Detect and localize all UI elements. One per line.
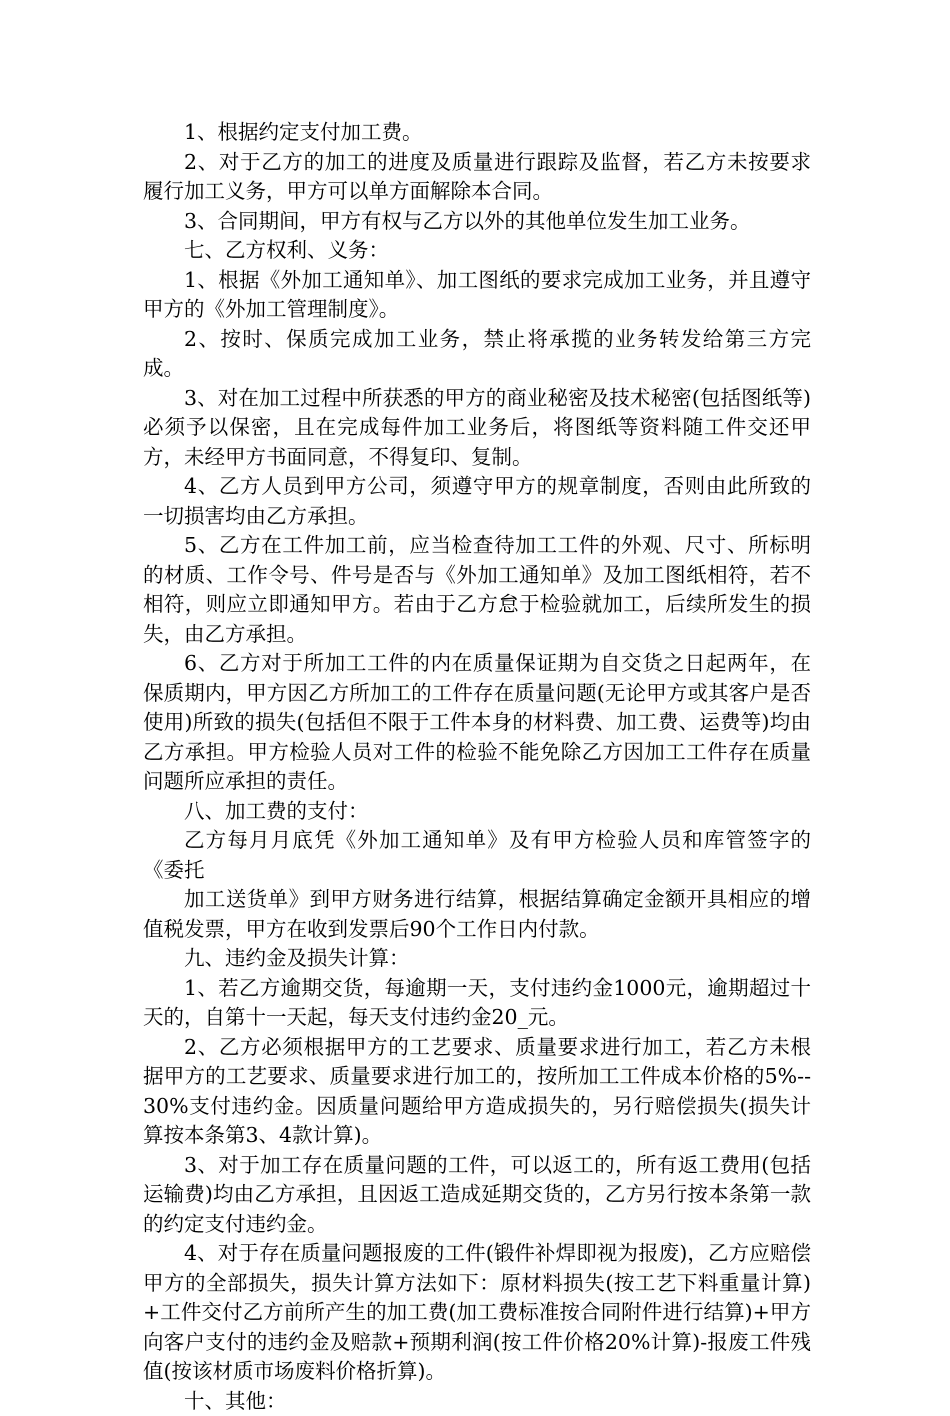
paragraph-17: 3、对于加工存在质量问题的工件，可以返工的，所有返工费用(包括运输费)均由乙方承担，且因返工造成延期交货的，乙方另行按本条第一款的约定支付违约金。	[143, 1151, 811, 1240]
section-heading-7: 七、乙方权利、义务：	[143, 236, 811, 266]
paragraph-1: 1、根据约定支付加工费。	[143, 118, 811, 148]
section-heading-8: 八、加工费的支付：	[143, 797, 811, 827]
paragraph-5: 1、根据《外加工通知单》、加工图纸的要求完成加工业务，并且遵守甲方的《外加工管理制度》。	[143, 266, 811, 325]
paragraph-13: 加工送货单》到甲方财务进行结算，根据结算确定金额开具相应的增值税发票，甲方在收到发票后90个工作日内付款。	[143, 885, 811, 944]
paragraph-6: 2、按时、保质完成加工业务，禁止将承揽的业务转发给第三方完成。	[143, 325, 811, 384]
document-body	[143, 118, 811, 1416]
section-heading-9: 九、违约金及损失计算：	[143, 944, 811, 974]
paragraph-7: 3、对在加工过程中所获悉的甲方的商业秘密及技术秘密(包括图纸等)必须予以保密，且在完成每件加工业务后，将图纸等资料随工件交还甲方，未经甲方书面同意，不得复印、复制。	[143, 384, 811, 473]
paragraph-16: 2、乙方必须根据甲方的工艺要求、质量要求进行加工，若乙方未根据甲方的工艺要求、质量要求进行加工的，按所加工工件成本价格的5%--30%支付违约金。因质量问题给甲方造成损失的，另行赔偿损失(损失计算按本条第3、4款计算)。	[143, 1033, 811, 1151]
paragraph-8: 4、乙方人员到甲方公司，须遵守甲方的规章制度，否则由此所致的一切损害均由乙方承担。	[143, 472, 811, 531]
paragraph-3: 3、合同期间，甲方有权与乙方以外的其他单位发生加工业务。	[143, 207, 811, 237]
section-heading-10: 十、其他：	[143, 1387, 811, 1416]
paragraph-9: 5、乙方在工件加工前，应当检查待加工工件的外观、尺寸、所标明的材质、工作令号、件号是否与《外加工通知单》及加工图纸相符，若不相符，则应立即通知甲方。若由于乙方怠于检验就加工，后续所发生的损失，由乙方承担。	[143, 531, 811, 649]
paragraph-2: 2、对于乙方的加工的进度及质量进行跟踪及监督，若乙方未按要求履行加工义务，甲方可以单方面解除本合同。	[143, 148, 811, 207]
paragraph-15: 1、若乙方逾期交货，每逾期一天，支付违约金1000元，逾期超过十天的，自第十一天起，每天支付违约金20_元。	[143, 974, 811, 1033]
paragraph-12: 乙方每月月底凭《外加工通知单》及有甲方检验人员和库管签字的《委托	[143, 826, 811, 885]
paragraph-10: 6、乙方对于所加工工件的内在质量保证期为自交货之日起两年，在保质期内，甲方因乙方所加工的工件存在质量问题(无论甲方或其客户是否使用)所致的损失(包括但不限于工件本身的材料费、加工费、运费等)均由乙方承担。甲方检验人员对工件的检验不能免除乙方因加工工件存在质量问题所应承担的责任。	[143, 649, 811, 797]
paragraph-18: 4、对于存在质量问题报废的工件(锻件补焊即视为报废)，乙方应赔偿甲方的全部损失，损失计算方法如下：原材料损失(按工艺下料重量计算)+工件交付乙方前所产生的加工费(加工费标准按合同附件进行结算)+甲方向客户支付的违约金及赔款+预期利润(按工件价格20%计算)-报废工件残值(按该材质市场废料价格折算)。	[143, 1239, 811, 1387]
